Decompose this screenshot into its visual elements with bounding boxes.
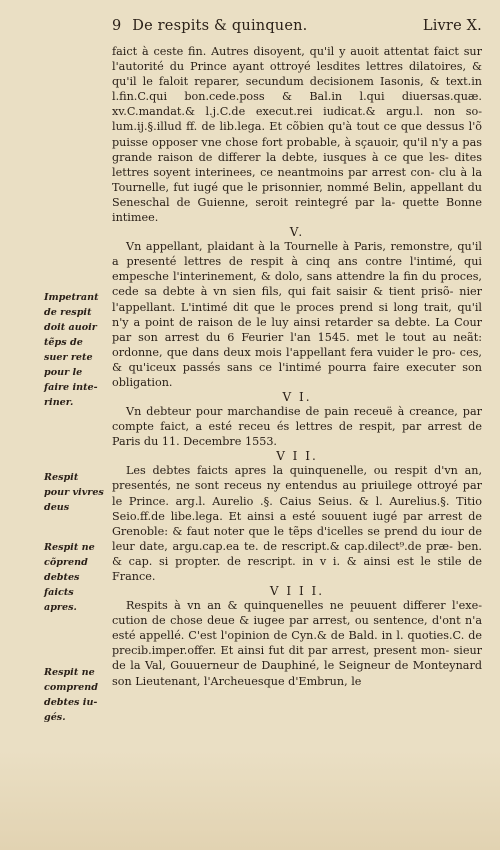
paragraph: faict à ceste fin. Autres disoyent, qu'il y auoit attentat faict sur l'autorité du Prince ayant ottroyé lesdites lettres dilatoires, & qu'il le faloit reparer, secundum decisionem Iasonis, & text.in l.fin.C.qui bon.cede.poss & Bal.in l.qui diuersas.quæ. xv.C.mandat.& l.j.C.de execut.rei iudicat.& argu.l. non so- lum.ij.§.illud ff. de lib.lega. Et cõbien qu'à tout ce que dessus l'õ puisse opposer vne chose fort probable, à sçauoir, qu'il n'y a pas grande raison de differer la debte, iusques à ce que les- dites lettres soyent interinees, ce neantmoins par arrest con- clu à la Tournelle, fut iugé que le prisonnier, nommé Belin, appellant du Seneschal de Guienne, seroit reintegré par la- quette Bonne intimee. xyxy=(112,45,482,225)
paragraph: Les debtes faicts apres la quinquenelle, ou respit d'vn an, presentés, ne sont receus ny entendus au priuilege ottroyé par le Prince. arg.l. Aurelio .§. Caius Seius. & l. Aurelius.§. Titio Seio.ff.de libe.lega. Et ainsi a esté souuent iugé par arrest de Grenoble: & faut noter que le tẽps d'icelles se prend du iour de leur date, argu.cap.ea te. de rescript.& cap.dilect⁹.de præ- ben. & cap. si propter. de rescript. in v i. & ainsi est le stile de France. xyxy=(112,464,482,583)
running-header xyxy=(112,18,482,34)
running-title: De respits & quinquen. xyxy=(132,18,308,34)
page-number: 9 xyxy=(112,18,122,34)
section-number: V I I I. xyxy=(269,584,325,599)
main-text xyxy=(112,44,482,689)
margin-note: Respit ne comprend debtes iu- gés. xyxy=(44,667,98,723)
book-number: Livre X. xyxy=(422,18,482,34)
margin-note: Respit ne cõprend debtes faicts apres. xyxy=(44,542,95,613)
paragraph: Respits à vn an & quinquenelles ne peuuent differer l'exe- cution de chose deue & iugee par arrest, ou sentence, d'ont n'a esté appellé. C'est l'opinion de Cyn.& de Bald. in l. quoties.C. de precib.imper.offer. Et ainsi fut dit par arrest, present mon- sieur de la Val, Gouuerneur de Dauphiné, le Seigneur de Monteynard son Lieutenant, l'Archeuesque d'Embrun, le xyxy=(112,599,482,688)
section-number: V I. xyxy=(282,390,312,405)
page-bottom-margin xyxy=(0,750,500,850)
paragraph: Vn debteur pour marchandise de pain receuë à creance, par compte faict, a esté receu és lettres de respit, par arrest de Paris du 11. Decembre 1553. xyxy=(112,405,482,449)
margin-note: Impetrant de respit doit auoir tẽps de suer rete pour le faire inte- riner. xyxy=(44,292,99,408)
section-number: V I I. xyxy=(276,449,318,464)
section-number: V. xyxy=(289,225,305,240)
margin-note: Respit pour vivres deus xyxy=(44,472,104,513)
paragraph: Vn appellant, plaidant à la Tournelle à Paris, remonstre, qu'il a presenté lettres de respit à cinq ans contre l'intimé, qui empesche l'interinement, & dolo, sans attendre la fin du proces, cede sa debte à vn sien fils, qui fait saisir & tient prisõ- nier l'appellant. L'intimé dit que le proces prend si long trait, qu'il n'y a point de raison de le luy ainsi retarder sa debte. La Cour par son arrest du 6 Feurier l'an 1545. met le tout au neãt: ordonne, que dans deux mois l'appellant fera vuider le pro- ces, & qu'iceux passés sans ce l'intimé pourra faire executer son obligation. xyxy=(112,240,482,389)
